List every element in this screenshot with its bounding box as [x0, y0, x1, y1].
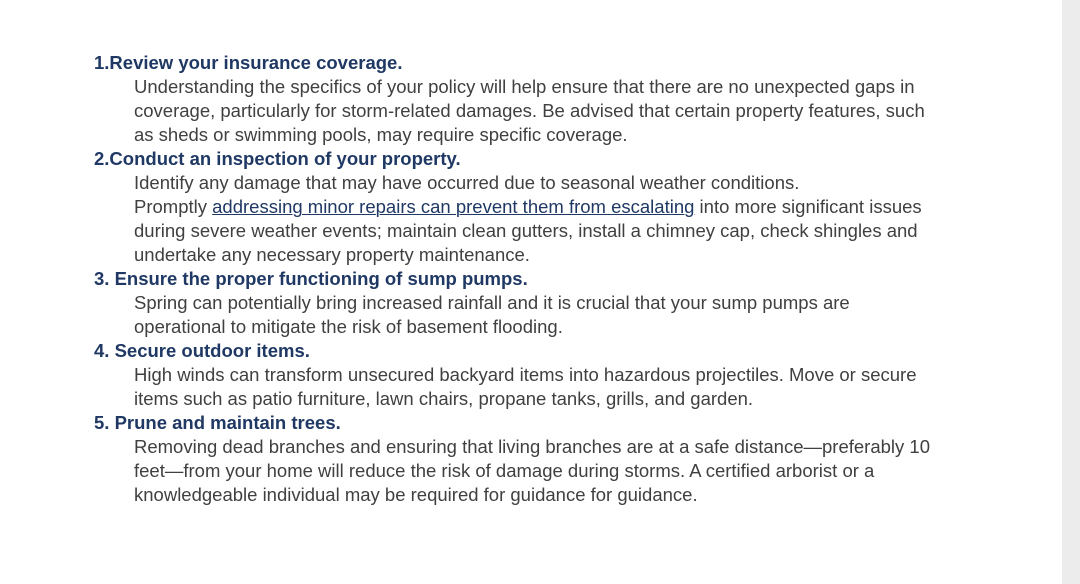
link-prefix: Promptly: [134, 196, 213, 217]
item-body: [134, 291, 1014, 339]
item-body: [134, 75, 1014, 147]
body-line: during severe weather events; maintain clean gutters, install a chimney cap, check shingles and: [134, 220, 918, 241]
spring-checklist: [94, 51, 1024, 507]
link-suffix: into more significant issues: [694, 196, 922, 217]
body-line: operational to mitigate the risk of basement flooding.: [134, 316, 563, 337]
list-item-outdoor-items: [94, 339, 1024, 411]
item-heading: 5. Prune and maintain trees.: [94, 412, 341, 433]
item-body: [134, 363, 1014, 411]
body-line: Identify any damage that may have occurred due to seasonal weather conditions.: [134, 172, 800, 193]
list-item-sump-pumps: [94, 267, 1024, 339]
list-item-insurance: [94, 51, 1024, 147]
item-body: [134, 435, 1014, 507]
item-body: [134, 171, 1014, 267]
body-line: items such as patio furniture, lawn chairs, propane tanks, grills, and garden.: [134, 388, 754, 409]
body-line: coverage, particularly for storm-related damages. Be advised that certain property features, such: [134, 100, 925, 121]
list-item-trees: [94, 411, 1024, 507]
item-heading: 2.Conduct an inspection of your property.: [94, 148, 461, 169]
list-item-inspection: [94, 147, 1024, 267]
body-line-with-link: [134, 195, 1014, 219]
body-line: High winds can transform unsecured backyard items into hazardous projectiles. Move or secure: [134, 364, 917, 385]
item-heading: 3. Ensure the proper functioning of sump pumps.: [94, 268, 528, 289]
body-line: feet—from your home will reduce the risk of damage during storms. A certified arborist or a: [134, 460, 875, 481]
item-heading: 1.Review your insurance coverage.: [94, 52, 403, 73]
body-line: Spring can potentially bring increased rainfall and it is crucial that your sump pumps are: [134, 292, 850, 313]
body-line: as sheds or swimming pools, may require specific coverage.: [134, 124, 628, 145]
item-heading: 4. Secure outdoor items.: [94, 340, 310, 361]
repairs-link[interactable]: addressing minor repairs can prevent them from escalating: [212, 196, 695, 217]
body-line: knowledgeable individual may be required for guidance for guidance.: [134, 484, 698, 505]
page-edge: [1062, 0, 1080, 584]
body-line: undertake any necessary property maintenance.: [134, 244, 530, 265]
body-line: Removing dead branches and ensuring that living branches are at a safe distance—preferably 10: [134, 436, 930, 457]
body-line: Understanding the specifics of your policy will help ensure that there are no unexpected gaps in: [134, 76, 915, 97]
